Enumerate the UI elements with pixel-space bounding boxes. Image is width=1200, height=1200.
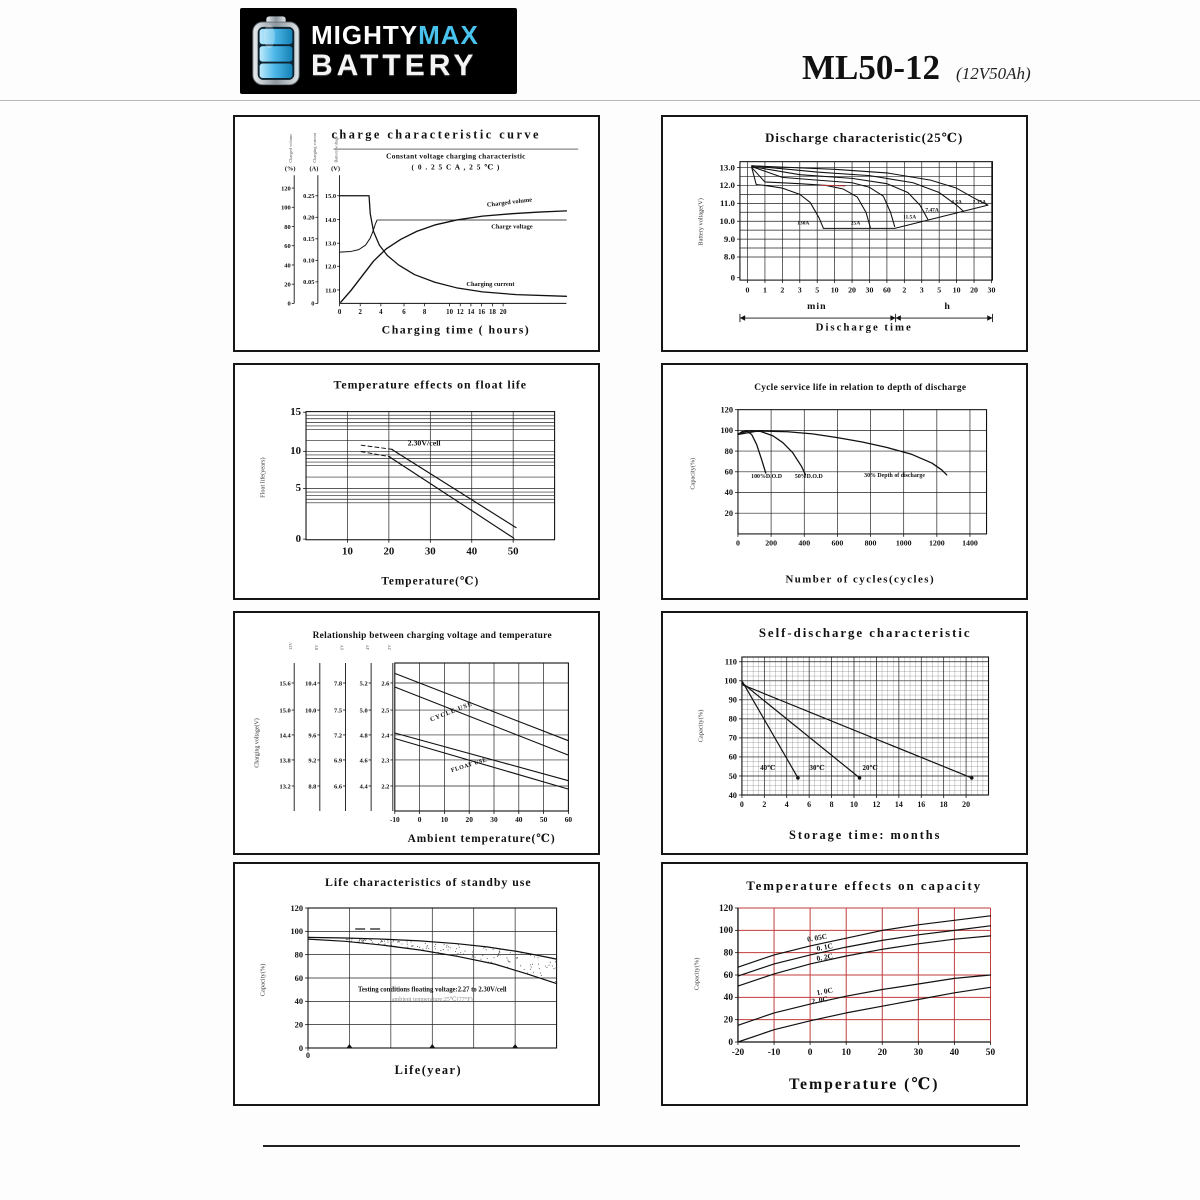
svg-text:13.2: 13.2 [279,783,291,791]
svg-text:Temperature effects on capaci: Temperature effects on capacity [746,877,983,894]
svg-text:10: 10 [290,445,302,458]
svg-text:40: 40 [723,993,734,1004]
chart-float-life [235,365,598,598]
svg-text:2: 2 [358,309,362,317]
svg-text:400: 400 [798,538,811,548]
panel-charge-characteristic [233,115,600,352]
chart-discharge-characteristic [663,117,1026,350]
svg-text:Charge voltage: Charge voltage [491,223,533,231]
svg-text:Capacity(%): Capacity(%) [697,709,705,743]
svg-text:15.0: 15.0 [279,707,291,715]
panel-cycle-service-life [661,363,1028,600]
svg-text:70: 70 [728,732,737,743]
svg-text:600: 600 [831,538,844,548]
chart-standby-life [235,864,598,1104]
svg-text:20: 20 [465,814,473,825]
svg-text:10: 10 [952,285,961,295]
svg-text:14.0: 14.0 [324,216,337,224]
svg-text:10: 10 [446,309,454,317]
svg-text:80: 80 [723,948,734,959]
svg-text:12V: 12V [288,642,294,650]
svg-text:Constant voltage charging char: Constant voltage charging characteristic [386,151,526,161]
model-capacity: (12V50Ah) [956,64,1031,83]
svg-text:4.6: 4.6 [359,757,368,765]
svg-text:100%D.O.D: 100%D.O.D [751,474,782,480]
svg-text:13.0: 13.0 [719,162,736,173]
svg-text:0: 0 [295,532,302,545]
brand-line1 [311,19,479,50]
svg-text:20: 20 [723,1015,734,1026]
svg-text:9.0: 9.0 [723,233,736,244]
svg-text:2.4: 2.4 [381,732,390,740]
svg-text:5.2: 5.2 [359,680,368,688]
svg-text:100: 100 [281,204,291,212]
svg-text:20: 20 [294,1019,304,1030]
svg-text:20: 20 [284,281,291,289]
svg-text:15: 15 [290,406,302,418]
svg-text:Charging voltage(V): Charging voltage(V) [254,718,261,768]
svg-text:1400: 1400 [962,538,978,548]
svg-text:Temperature (℃): Temperature (℃) [788,1075,940,1094]
svg-text:0: 0 [730,272,736,283]
svg-text:-10: -10 [767,1047,781,1059]
svg-text:-10: -10 [389,814,400,825]
svg-text:100: 100 [290,926,304,937]
svg-text:14: 14 [894,799,903,810]
svg-text:120: 120 [720,405,734,415]
svg-text:5: 5 [295,482,302,495]
svg-text:7.2: 7.2 [334,732,343,740]
model-title: ML50-12 [802,48,941,87]
svg-text:30% Depth of discharge: 30% Depth of discharge [864,472,926,479]
svg-text:3: 3 [797,285,802,295]
svg-text:Temperature effects on float l: Temperature effects on float life [333,378,528,392]
chart-cycle-service-life [663,365,1026,598]
svg-text:1200: 1200 [928,538,945,548]
svg-text:12: 12 [872,799,881,810]
svg-text:110: 110 [724,656,737,667]
svg-text:0: 0 [287,300,291,308]
svg-text:50: 50 [985,1047,996,1059]
svg-text:7.5: 7.5 [334,707,343,715]
svg-text:Relationship between charging: Relationship between charging voltage and temperature [312,630,552,642]
svg-text:11.0: 11.0 [325,287,337,295]
svg-text:40: 40 [284,262,291,270]
svg-text:10: 10 [830,285,839,295]
svg-text:Float life(years): Float life(years) [259,457,267,498]
svg-text:50%D.O.D: 50%D.O.D [794,474,823,480]
svg-text:10: 10 [440,814,449,825]
svg-text:15.0: 15.0 [324,193,337,201]
svg-text:200: 200 [765,538,778,548]
svg-text:12: 12 [456,309,464,317]
svg-text:2V: 2V [386,644,392,650]
svg-text:0: 0 [311,300,315,308]
svg-text:7.8: 7.8 [334,680,343,688]
svg-text:14: 14 [467,309,475,317]
svg-text:20: 20 [970,285,978,295]
svg-text:Life(year): Life(year) [394,1062,463,1078]
model-header [802,48,1031,88]
svg-text:40: 40 [294,996,304,1007]
svg-text:Self-discharge characteristic: Self-discharge characteristic [758,624,972,641]
svg-text:0: 0 [337,309,342,317]
panel-float-life [233,363,600,600]
chart-charge-characteristic [235,117,598,350]
svg-text:Discharge time: Discharge time [815,321,913,334]
svg-text:0: 0 [417,814,422,825]
svg-text:6V: 6V [339,644,345,650]
svg-text:11.5A: 11.5A [903,214,917,221]
svg-text:8: 8 [829,799,834,810]
brand-logo [240,8,517,94]
svg-text:30: 30 [424,545,436,558]
svg-text:5: 5 [815,285,820,295]
svg-text:0: 0 [735,538,740,548]
svg-text:10: 10 [342,545,353,558]
svg-text:14.4: 14.4 [279,732,291,740]
svg-text:30: 30 [987,285,996,295]
svg-text:20℃: 20℃ [862,764,878,773]
svg-text:80: 80 [294,949,304,960]
svg-text:min: min [807,301,827,313]
svg-text:(A): (A) [309,165,319,173]
svg-text:2: 2 [780,285,785,295]
svg-text:0. 2C: 0. 2C [815,951,834,964]
svg-text:Battery voltage(V): Battery voltage(V) [697,198,705,246]
svg-text:2.3: 2.3 [381,757,390,765]
svg-text:Charging current: Charging current [466,281,515,289]
svg-text:16: 16 [478,309,486,317]
svg-text:Storage time: months: Storage time: months [789,827,942,843]
svg-text:60: 60 [728,751,737,762]
svg-text:Discharge characteristic(25℃): Discharge characteristic(25℃) [765,131,964,146]
svg-text:12.0: 12.0 [719,180,736,191]
svg-text:20: 20 [724,508,734,518]
svg-text:16: 16 [917,799,926,810]
svg-text:2.6: 2.6 [381,680,390,688]
svg-text:Charging time ( hours): Charging time ( hours) [381,323,531,337]
svg-text:h: h [944,301,950,313]
svg-text:Capacity(%): Capacity(%) [259,963,267,997]
svg-text:80: 80 [284,223,291,231]
svg-text:10: 10 [841,1047,851,1059]
svg-text:7.47A: 7.47A [925,207,939,214]
svg-text:10.4: 10.4 [305,680,317,688]
svg-text:2.5: 2.5 [381,707,390,715]
svg-text:40: 40 [949,1047,960,1059]
svg-text:40: 40 [728,789,737,800]
svg-text:Temperature(℃): Temperature(℃) [381,575,480,588]
svg-text:40: 40 [466,545,478,558]
svg-text:80: 80 [728,713,737,724]
svg-text:0.25: 0.25 [303,193,315,201]
brand-max: MAX [418,19,479,50]
svg-text:40: 40 [515,814,523,825]
svg-text:120: 120 [718,903,734,914]
svg-text:6.6: 6.6 [334,783,343,791]
svg-text:FLOAT USE: FLOAT USE [450,757,488,775]
svg-text:30: 30 [865,285,874,295]
svg-text:Testing conditions floating vo: Testing conditions floating voltage:2.27 to 2.30V/cell [358,986,507,994]
svg-text:13.8: 13.8 [279,757,291,765]
svg-text:Ambient temperature(℃): Ambient temperature(℃) [407,832,556,846]
svg-text:2.30V/cell: 2.30V/cell [407,438,441,448]
svg-text:80: 80 [724,446,734,456]
panel-standby-life [233,862,600,1106]
svg-text:20: 20 [383,545,395,558]
svg-text:10.0: 10.0 [305,707,317,715]
svg-text:60: 60 [294,972,304,983]
svg-text:50: 50 [539,814,548,825]
svg-text:60: 60 [284,243,291,251]
svg-text:0: 0 [728,1037,734,1048]
svg-text:0: 0 [306,1050,310,1061]
svg-text:1. 0C: 1. 0C [815,985,834,998]
svg-text:2.2: 2.2 [381,783,390,791]
battery-icon [250,15,302,87]
svg-text:9.6: 9.6 [308,732,317,740]
svg-text:3: 3 [919,285,924,295]
svg-text:5.0: 5.0 [359,707,368,715]
svg-text:100: 100 [718,926,734,937]
svg-text:2: 2 [762,799,767,810]
svg-text:8.8: 8.8 [308,783,317,791]
svg-text:0.10: 0.10 [303,257,315,265]
svg-text:4: 4 [784,799,789,810]
svg-text:120: 120 [281,185,291,193]
svg-text:2. 0C: 2. 0C [810,994,829,1006]
chart-charging-voltage-temperature [235,613,598,853]
svg-text:4V: 4V [365,644,371,650]
svg-text:12.0: 12.0 [324,263,337,271]
svg-text:4.4: 4.4 [359,783,368,791]
svg-text:6.9: 6.9 [334,757,343,765]
svg-text:30: 30 [490,814,498,825]
svg-text:15.6: 15.6 [279,680,291,688]
svg-text:Capacity(%): Capacity(%) [689,457,697,490]
brand-text [311,19,479,82]
chart-capacity-temperature [663,864,1026,1104]
svg-text:40℃: 40℃ [760,764,776,773]
svg-text:1: 1 [762,285,767,295]
svg-text:Charging current: Charging current [311,133,317,163]
svg-text:5: 5 [937,285,942,295]
svg-text:4: 4 [379,309,383,317]
svg-text:20: 20 [962,799,971,810]
svg-text:ambient temperature:25℃(77°F): ambient temperature:25℃(77°F) [391,997,473,1004]
svg-text:0: 0 [739,799,744,810]
svg-text:18: 18 [489,309,496,317]
svg-text:100: 100 [724,675,737,686]
svg-text:60: 60 [724,467,734,477]
svg-text:( 0 . 2 5 C A , 2 5 ℃ ): ( 0 . 2 5 C A , 2 5 ℃ ) [411,162,501,172]
footer-divider [263,1145,1020,1147]
svg-text:9.2: 9.2 [308,757,317,765]
svg-text:0: 0 [745,285,750,295]
panel-capacity-temperature [661,862,1028,1106]
svg-text:6: 6 [807,799,812,810]
svg-text:Battery voltage: Battery voltage [333,135,339,163]
svg-text:0.15: 0.15 [303,236,315,244]
svg-text:50: 50 [728,770,737,781]
svg-text:(V): (V) [331,165,341,173]
svg-text:2: 2 [902,285,907,295]
svg-text:90: 90 [728,694,737,705]
panel-charging-voltage-temperature [233,611,600,855]
brand-mighty: MIGHTY [311,19,419,50]
svg-text:0: 0 [807,1047,813,1059]
svg-text:60: 60 [564,814,573,825]
svg-text:0.05: 0.05 [303,279,315,287]
svg-text:0: 0 [298,1042,304,1053]
svg-text:0.20: 0.20 [303,214,315,222]
svg-text:4.8: 4.8 [359,732,368,740]
svg-text:13.0: 13.0 [324,240,337,248]
svg-text:6: 6 [402,309,406,317]
svg-text:100: 100 [720,426,734,436]
chart-self-discharge [663,613,1026,853]
svg-text:Cycle service life in relation: Cycle service life in relation to depth of discharge [754,383,967,394]
svg-text:Capacity(%): Capacity(%) [693,957,701,991]
svg-text:2.35A: 2.35A [972,199,987,206]
svg-text:0. 1C: 0. 1C [815,941,834,953]
svg-text:1000: 1000 [895,538,912,548]
svg-text:0. 05C: 0. 05C [806,931,828,944]
svg-text:8.0: 8.0 [723,251,736,262]
brand-line2: BATTERY [311,48,478,82]
svg-text:50: 50 [507,545,519,558]
svg-text:CYCLE USE: CYCLE USE [429,700,474,724]
svg-text:Charged volume: Charged volume [486,196,533,209]
svg-text:Number of cycles(cycles): Number of cycles(cycles) [785,573,936,586]
svg-text:60: 60 [723,970,734,981]
svg-text:25A: 25A [850,220,861,227]
svg-text:120: 120 [290,902,304,913]
svg-text:30℃: 30℃ [809,764,825,773]
panel-self-discharge [661,611,1028,855]
svg-text:18: 18 [939,799,948,810]
svg-text:4.5A: 4.5A [951,199,962,206]
svg-text:130A: 130A [797,220,810,227]
svg-text:60: 60 [882,285,891,295]
svg-text:20: 20 [499,309,507,317]
svg-text:10: 10 [850,799,858,810]
svg-text:(%): (%) [284,165,296,173]
header-divider [0,100,1200,101]
svg-text:10.0: 10.0 [719,216,736,226]
svg-text:8: 8 [422,309,427,317]
svg-text:800: 800 [864,538,877,548]
svg-text:11.0: 11.0 [719,198,736,209]
svg-text:40: 40 [724,488,734,498]
svg-text:charge characteristic curve: charge characteristic curve [331,127,541,142]
svg-text:-20: -20 [731,1047,745,1059]
svg-text:20: 20 [877,1047,887,1059]
svg-text:30: 30 [913,1047,924,1059]
svg-text:8V: 8V [313,644,319,650]
svg-text:20: 20 [848,285,856,295]
svg-text:Life characteristics of standb: Life characteristics of standby use [325,874,532,890]
svg-text:Charged volume: Charged volume [288,133,294,163]
panel-discharge-characteristic [661,115,1028,352]
